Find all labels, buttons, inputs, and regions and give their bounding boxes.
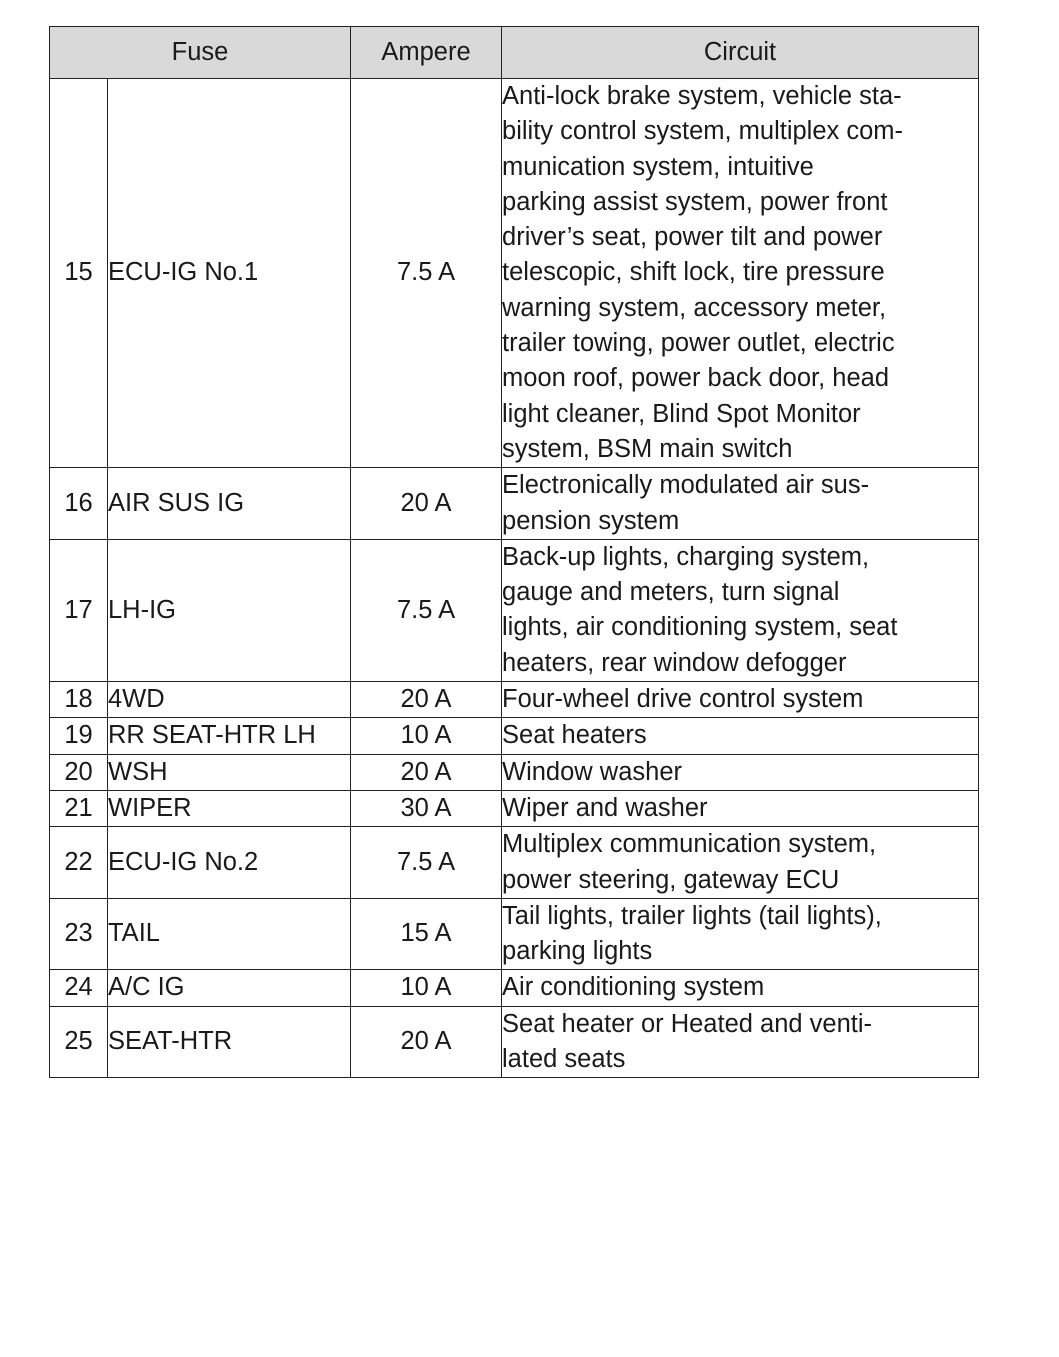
circuit-line: Seat heaters <box>502 721 647 750</box>
circuit-line: lights, air conditioning system, seat <box>502 613 898 642</box>
circuit-line: Four-wheel drive control system <box>502 685 864 714</box>
table-row <box>50 898 979 970</box>
fuse-name: RR SEAT-HTR LH <box>108 718 351 754</box>
fuse-ampere: 10 A <box>351 970 502 1006</box>
fuse-number: 25 <box>50 1006 108 1078</box>
circuit-line: munication system, intuitive <box>502 152 814 181</box>
fuse-circuit <box>502 718 979 754</box>
fuse-circuit <box>502 468 979 540</box>
circuit-line: Anti-lock brake system, vehicle sta- <box>502 82 902 110</box>
fuse-name: WIPER <box>108 790 351 826</box>
fuse-circuit <box>502 970 979 1006</box>
fuse-name: SEAT-HTR <box>108 1006 351 1078</box>
header-fuse: Fuse <box>50 27 351 79</box>
fuse-table <box>49 26 979 1078</box>
circuit-line: moon roof, power back door, head <box>502 364 890 393</box>
fuse-ampere: 7.5 A <box>351 79 502 468</box>
fuse-ampere: 20 A <box>351 1006 502 1078</box>
circuit-line: gauge and meters, turn signal <box>502 578 840 607</box>
fuse-circuit <box>502 539 979 681</box>
circuit-line: light cleaner, Blind Spot Monitor <box>502 399 861 428</box>
fuse-ampere: 7.5 A <box>351 827 502 899</box>
fuse-circuit <box>502 898 979 970</box>
circuit-line: Wiper and washer <box>502 793 708 822</box>
circuit-line: bility control system, multiplex com- <box>502 117 904 146</box>
circuit-line: system, BSM main switch <box>502 434 793 463</box>
fuse-number: 18 <box>50 682 108 718</box>
table-row <box>50 754 979 790</box>
fuse-circuit <box>502 79 979 468</box>
circuit-line: trailer towing, power outlet, electric <box>502 329 895 358</box>
circuit-line: Seat heater or Heated and venti- <box>502 1009 873 1038</box>
circuit-line: Electronically modulated air sus- <box>502 471 870 500</box>
circuit-line: Air conditioning system <box>502 973 765 1002</box>
table-row <box>50 827 979 899</box>
circuit-line: Multiplex communication system, <box>502 830 877 859</box>
table-header-row <box>50 27 979 79</box>
table-row <box>50 79 979 468</box>
circuit-line: power steering, gateway ECU <box>502 865 840 894</box>
fuse-number: 22 <box>50 827 108 899</box>
table-row <box>50 682 979 718</box>
header-ampere: Ampere <box>351 27 502 79</box>
fuse-name: TAIL <box>108 898 351 970</box>
fuse-name: A/C IG <box>108 970 351 1006</box>
header-circuit: Circuit <box>502 27 979 79</box>
circuit-line: parking lights <box>502 937 653 966</box>
fuse-number: 16 <box>50 468 108 540</box>
circuit-line: parking assist system, power front <box>502 187 888 216</box>
circuit-line: pension system <box>502 506 680 535</box>
fuse-ampere: 10 A <box>351 718 502 754</box>
fuse-circuit <box>502 827 979 899</box>
fuse-number: 20 <box>50 754 108 790</box>
fuse-name: ECU-IG No.2 <box>108 827 351 899</box>
fuse-circuit <box>502 754 979 790</box>
circuit-line: driver’s seat, power tilt and power <box>502 223 883 252</box>
circuit-line: Back-up lights, charging system, <box>502 542 870 571</box>
circuit-line: Window washer <box>502 757 682 786</box>
fuse-name: 4WD <box>108 682 351 718</box>
fuse-circuit <box>502 1006 979 1078</box>
table-row <box>50 1006 979 1078</box>
circuit-line: Tail lights, trailer lights (tail lights), <box>502 901 882 930</box>
fuse-ampere: 20 A <box>351 468 502 540</box>
table-row <box>50 539 979 681</box>
fuse-ampere: 20 A <box>351 682 502 718</box>
circuit-line: telescopic, shift lock, tire pressure <box>502 258 885 287</box>
fuse-circuit <box>502 682 979 718</box>
fuse-number: 17 <box>50 539 108 681</box>
table-row <box>50 718 979 754</box>
fuse-name: ECU-IG No.1 <box>108 79 351 468</box>
fuse-number: 21 <box>50 790 108 826</box>
fuse-number: 15 <box>50 79 108 468</box>
table-row <box>50 790 979 826</box>
fuse-name: LH-IG <box>108 539 351 681</box>
fuse-ampere: 20 A <box>351 754 502 790</box>
fuse-name: AIR SUS IG <box>108 468 351 540</box>
circuit-line: warning system, accessory meter, <box>502 293 887 322</box>
fuse-name: WSH <box>108 754 351 790</box>
fuse-ampere: 15 A <box>351 898 502 970</box>
fuse-ampere: 7.5 A <box>351 539 502 681</box>
fuse-number: 19 <box>50 718 108 754</box>
table-row <box>50 970 979 1006</box>
circuit-line: lated seats <box>502 1045 626 1074</box>
fuse-circuit <box>502 790 979 826</box>
fuse-number: 23 <box>50 898 108 970</box>
fuse-number: 24 <box>50 970 108 1006</box>
circuit-line: heaters, rear window defogger <box>502 648 847 677</box>
fuse-ampere: 30 A <box>351 790 502 826</box>
table-row <box>50 468 979 540</box>
